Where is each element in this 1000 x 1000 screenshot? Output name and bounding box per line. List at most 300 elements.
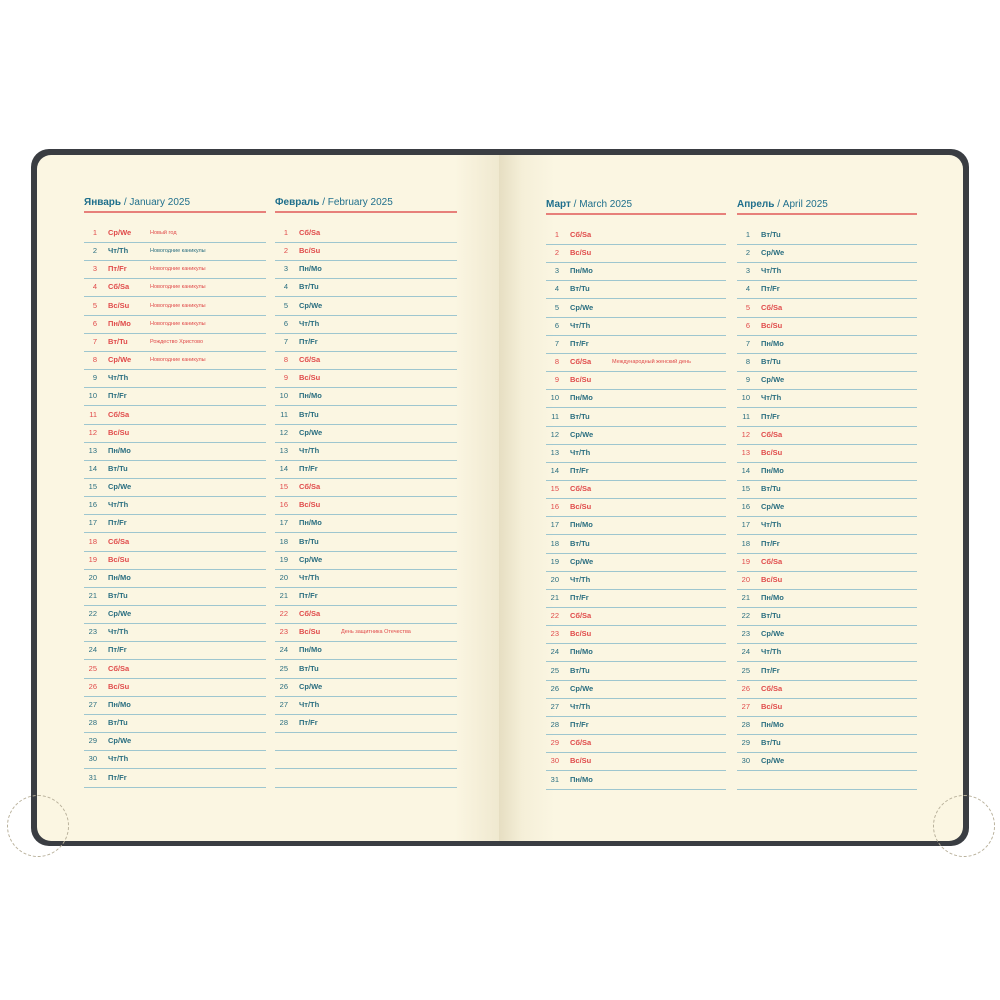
weekday-label: Сб/Sa (761, 556, 783, 566)
weekday-label: Сб/Sa (108, 282, 130, 292)
day-row (84, 533, 266, 552)
day-number: 25 (741, 665, 750, 675)
weekday-label: Ср/We (299, 554, 323, 564)
day-row (84, 315, 266, 334)
day-row (275, 732, 457, 751)
day-row (84, 678, 266, 697)
holiday-label: Новогодние каникулы (150, 302, 206, 309)
day-row (737, 299, 917, 318)
day-row (84, 496, 266, 515)
weekday-label: Пт/Fr (761, 538, 780, 548)
weekday-label: Чт/Th (761, 520, 782, 530)
day-number: 17 (550, 520, 559, 530)
day-number: 8 (745, 357, 750, 367)
day-number: 23 (550, 629, 559, 639)
day-row (546, 462, 726, 481)
day-number: 16 (279, 500, 288, 510)
day-row (275, 750, 457, 769)
weekday-label: Пн/Mo (761, 465, 784, 475)
month-separator: / (570, 199, 580, 210)
day-number: 1 (92, 228, 97, 237)
day-row (737, 589, 917, 608)
weekday-label: Ср/We (299, 300, 323, 310)
weekday-label: Ср/We (570, 556, 594, 566)
day-row (275, 297, 457, 316)
day-row (737, 371, 917, 390)
day-number: 28 (279, 718, 288, 728)
day-row (737, 571, 917, 590)
day-row (737, 444, 917, 463)
day-row (275, 496, 457, 515)
corner-ornament-left (7, 795, 69, 857)
weekday-label: Пт/Fr (108, 518, 127, 528)
weekday-label: Ср/We (761, 502, 785, 512)
weekday-label: Вс/Su (761, 701, 783, 711)
weekday-label: Чт/Th (299, 572, 320, 582)
day-number: 1 (745, 230, 750, 239)
day-number: 18 (741, 538, 750, 548)
weekday-label: Пт/Fr (299, 463, 318, 473)
day-row (84, 406, 266, 425)
weekday-label: Пт/Fr (299, 718, 318, 728)
weekday-label: Вс/Su (108, 427, 130, 437)
day-row (275, 587, 457, 606)
day-row (275, 224, 457, 243)
day-number: 8 (92, 355, 97, 365)
holiday-label: Новогодние каникулы (150, 248, 206, 255)
day-number: 24 (88, 645, 97, 655)
day-row (737, 226, 917, 245)
weekday-label: Ср/We (761, 375, 785, 385)
weekday-label: Вс/Su (570, 375, 592, 385)
day-number: 3 (283, 264, 288, 274)
day-number: 25 (88, 663, 97, 673)
day-number: 26 (279, 681, 288, 691)
weekday-label: Чт/Th (299, 445, 320, 455)
day-row (546, 698, 726, 717)
day-number: 18 (550, 538, 559, 548)
day-number: 26 (550, 683, 559, 693)
day-number: 28 (88, 718, 97, 728)
weekday-label: Ср/We (570, 302, 594, 312)
weekday-label: Пт/Fr (570, 720, 589, 730)
day-number: 27 (279, 699, 288, 709)
weekday-label: Пн/Mo (299, 645, 322, 655)
day-number: 27 (550, 701, 559, 711)
day-row (546, 516, 726, 535)
day-number: 2 (92, 246, 97, 256)
month-name-ru: Март (546, 199, 571, 210)
day-row (546, 226, 726, 245)
day-number: 10 (88, 391, 97, 401)
weekday-label: Вт/Tu (108, 718, 128, 728)
day-row (275, 514, 457, 533)
day-row (737, 607, 917, 626)
day-row (546, 371, 726, 390)
day-number: 3 (745, 266, 750, 276)
weekday-label: Пн/Mo (108, 699, 131, 709)
day-row (546, 426, 726, 445)
day-row (275, 623, 457, 642)
day-number: 14 (279, 463, 288, 473)
day-row (275, 387, 457, 406)
day-number: 27 (88, 699, 97, 709)
day-row (84, 514, 266, 533)
weekday-label: Вт/Tu (570, 284, 590, 294)
day-row (546, 662, 726, 681)
month-name-en: February 2025 (327, 197, 393, 208)
weekday-label: Вт/Tu (299, 536, 319, 546)
weekday-label: Сб/Sa (570, 738, 592, 748)
weekday-label: Пт/Fr (108, 772, 127, 782)
day-row (84, 442, 266, 461)
day-row (546, 625, 726, 644)
day-row (546, 734, 726, 753)
day-row (737, 516, 917, 535)
weekday-label: Сб/Sa (570, 357, 592, 367)
day-row (275, 315, 457, 334)
weekday-label: Вс/Su (299, 246, 321, 256)
day-number: 26 (88, 681, 97, 691)
day-row (737, 262, 917, 281)
day-number: 21 (741, 593, 750, 602)
day-row (546, 317, 726, 336)
weekday-label: Пн/Mo (761, 720, 784, 730)
day-row (546, 408, 726, 427)
weekday-label: Сб/Sa (761, 302, 783, 312)
day-row (737, 553, 917, 572)
day-number: 14 (88, 463, 97, 473)
day-row (546, 752, 726, 771)
day-number: 10 (279, 391, 288, 401)
day-row (84, 351, 266, 370)
weekday-label: Вс/Su (570, 629, 592, 639)
day-row (84, 750, 266, 769)
day-number: 2 (745, 248, 750, 258)
weekday-label: Пн/Mo (108, 572, 131, 582)
day-row (84, 369, 266, 388)
month-separator: / (121, 197, 130, 208)
day-number: 1 (554, 230, 559, 239)
day-row (737, 643, 917, 662)
day-number: 24 (279, 645, 288, 655)
day-row (546, 771, 726, 790)
day-row (546, 262, 726, 281)
day-row (275, 660, 457, 679)
weekday-label: Сб/Sa (108, 536, 130, 546)
day-row (275, 369, 457, 388)
day-number: 10 (550, 393, 559, 403)
day-row (737, 280, 917, 299)
day-row (84, 769, 266, 788)
day-row (84, 224, 266, 243)
day-number: 27 (741, 701, 750, 711)
weekday-label: Сб/Sa (299, 228, 321, 237)
day-number: 8 (283, 355, 288, 365)
day-row (737, 698, 917, 717)
weekday-label: Сб/Sa (570, 611, 592, 621)
weekday-label: Пт/Fr (570, 465, 589, 475)
day-number: 21 (550, 593, 559, 602)
day-number: 8 (554, 357, 559, 367)
day-number: 22 (88, 609, 97, 619)
day-row (84, 260, 266, 279)
day-number: 20 (279, 572, 288, 582)
day-number: 22 (741, 611, 750, 621)
day-number: 5 (554, 302, 559, 312)
day-row (275, 678, 457, 697)
day-number: 7 (92, 336, 97, 346)
weekday-label: Вт/Tu (299, 663, 319, 673)
day-number: 2 (554, 248, 559, 258)
day-number: 21 (88, 591, 97, 600)
day-row (737, 498, 917, 517)
day-row (737, 535, 917, 554)
day-number: 11 (551, 411, 559, 421)
day-number: 28 (550, 720, 559, 730)
day-row (737, 426, 917, 445)
day-row (737, 662, 917, 681)
day-number: 25 (279, 663, 288, 673)
day-number: 29 (550, 738, 559, 748)
day-row (737, 408, 917, 427)
day-number: 5 (92, 300, 97, 310)
day-number: 6 (283, 318, 288, 328)
day-number: 11 (742, 411, 750, 421)
weekday-label: Чт/Th (570, 320, 591, 330)
weekday-label: Вс/Su (108, 554, 130, 564)
day-number: 9 (745, 375, 750, 385)
day-number: 9 (554, 375, 559, 385)
day-number: 9 (92, 373, 97, 383)
day-row (84, 387, 266, 406)
day-row (546, 353, 726, 372)
weekday-label: Сб/Sa (299, 609, 321, 619)
day-row (84, 714, 266, 733)
day-row (546, 444, 726, 463)
day-row (546, 280, 726, 299)
day-number: 22 (550, 611, 559, 621)
day-number: 17 (88, 518, 97, 528)
weekday-label: Пн/Mo (570, 266, 593, 276)
day-row (275, 478, 457, 497)
day-number: 29 (88, 736, 97, 746)
day-number: 6 (92, 318, 97, 328)
day-number: 3 (554, 266, 559, 276)
weekday-label: Пт/Fr (299, 591, 318, 600)
day-number: 4 (283, 282, 288, 292)
day-row (275, 769, 457, 788)
weekday-label: Чт/Th (108, 246, 129, 256)
day-number: 15 (550, 484, 559, 494)
day-row (546, 643, 726, 662)
day-row (546, 335, 726, 354)
weekday-label: Вс/Su (761, 447, 783, 457)
day-number: 13 (550, 447, 559, 457)
weekday-label: Пт/Fr (570, 338, 589, 348)
day-number: 25 (550, 665, 559, 675)
day-row (546, 716, 726, 735)
weekday-label: Ср/We (299, 427, 323, 437)
weekday-label: Вс/Su (108, 300, 130, 310)
day-row (84, 424, 266, 443)
weekday-label: Ср/We (108, 482, 132, 492)
day-row (84, 478, 266, 497)
day-row (737, 480, 917, 499)
day-number: 19 (88, 554, 97, 564)
day-row (546, 498, 726, 517)
day-number: 30 (741, 756, 750, 766)
weekday-label: Вт/Tu (761, 611, 781, 621)
day-number: 23 (279, 627, 288, 637)
day-row (84, 587, 266, 606)
day-row (84, 641, 266, 660)
month-column-march (546, 198, 726, 818)
weekday-label: Ср/We (108, 355, 132, 365)
day-number: 13 (741, 447, 750, 457)
month-separator: / (319, 197, 328, 208)
day-row (84, 569, 266, 588)
day-row (84, 732, 266, 751)
month-header (275, 196, 457, 213)
day-number: 11 (89, 409, 97, 419)
weekday-label: Чт/Th (761, 647, 782, 657)
weekday-label: Сб/Sa (108, 663, 130, 673)
day-number: 4 (554, 284, 559, 294)
day-number: 20 (88, 572, 97, 582)
month-header (737, 198, 917, 215)
weekday-label: Вт/Tu (108, 463, 128, 473)
day-number: 20 (550, 574, 559, 584)
day-number: 23 (741, 629, 750, 639)
day-row (737, 353, 917, 372)
day-row (84, 297, 266, 316)
day-number: 14 (550, 465, 559, 475)
day-number: 6 (554, 320, 559, 330)
weekday-label: Пт/Fr (108, 645, 127, 655)
day-number: 10 (741, 393, 750, 403)
day-number: 16 (741, 502, 750, 512)
day-number: 19 (550, 556, 559, 566)
month-column-january (84, 196, 266, 816)
weekday-label: Пн/Mo (570, 774, 593, 784)
day-number: 15 (741, 484, 750, 494)
day-row (275, 406, 457, 425)
weekday-label: Сб/Sa (108, 409, 130, 419)
holiday-label: Международный женский день (612, 359, 691, 366)
weekday-label: Ср/We (570, 683, 594, 693)
day-number: 9 (283, 373, 288, 383)
day-number: 13 (88, 445, 97, 455)
day-number: 15 (279, 482, 288, 492)
day-number: 30 (88, 754, 97, 764)
day-row (84, 333, 266, 352)
day-number: 18 (88, 536, 97, 546)
day-row (737, 771, 917, 790)
month-name-ru: Февраль (275, 197, 320, 208)
day-row (546, 571, 726, 590)
weekday-label: Вс/Su (761, 320, 783, 330)
day-number: 6 (745, 320, 750, 330)
day-row (84, 605, 266, 624)
weekday-label: Ср/We (108, 609, 132, 619)
weekday-label: Пн/Mo (299, 391, 322, 401)
day-row (275, 260, 457, 279)
weekday-label: Сб/Sa (299, 482, 321, 492)
month-name-ru: Апрель (737, 199, 775, 210)
weekday-label: Пт/Fr (108, 264, 127, 274)
holiday-label: День защитника Отечества (341, 629, 411, 636)
day-number: 18 (279, 536, 288, 546)
day-number: 7 (554, 338, 559, 348)
day-row (84, 242, 266, 261)
day-row (546, 299, 726, 318)
weekday-label: Сб/Sa (761, 683, 783, 693)
day-row (275, 641, 457, 660)
day-number: 17 (741, 520, 750, 530)
weekday-label: Чт/Th (761, 266, 782, 276)
day-number: 23 (88, 627, 97, 637)
weekday-label: Вс/Su (299, 500, 321, 510)
holiday-label: Новогодние каникулы (150, 320, 206, 327)
day-number: 28 (741, 720, 750, 730)
weekday-label: Пт/Fr (108, 391, 127, 401)
weekday-label: Пн/Mo (108, 445, 131, 455)
day-row (275, 533, 457, 552)
weekday-label: Вт/Tu (570, 411, 590, 421)
weekday-label: Чт/Th (108, 754, 129, 764)
weekday-label: Чт/Th (570, 447, 591, 457)
holiday-label: Новый год (150, 230, 177, 236)
day-number: 14 (741, 465, 750, 475)
weekday-label: Пн/Mo (108, 318, 131, 328)
holiday-label: Новогодние каникулы (150, 357, 206, 364)
day-row (546, 535, 726, 554)
holiday-label: Новогодние каникулы (150, 266, 206, 273)
day-row (546, 589, 726, 608)
weekday-label: Вт/Tu (761, 484, 781, 494)
day-number: 5 (745, 302, 750, 312)
day-row (84, 623, 266, 642)
weekday-label: Вт/Tu (570, 665, 590, 675)
month-header (84, 196, 266, 213)
weekday-label: Вс/Su (299, 373, 321, 383)
weekday-label: Пн/Mo (761, 593, 784, 602)
day-number: 12 (550, 429, 559, 439)
day-row (275, 333, 457, 352)
weekday-label: Вт/Tu (108, 336, 128, 346)
day-row (275, 569, 457, 588)
day-number: 26 (741, 683, 750, 693)
day-number: 13 (279, 445, 288, 455)
day-row (275, 424, 457, 443)
weekday-label: Пт/Fr (299, 336, 318, 346)
day-number: 1 (283, 228, 288, 237)
day-number: 2 (283, 246, 288, 256)
month-name-en: January 2025 (129, 197, 191, 208)
weekday-label: Сб/Sa (299, 355, 321, 365)
weekday-label: Чт/Th (108, 373, 129, 383)
weekday-label: Вт/Tu (108, 591, 128, 600)
weekday-label: Чт/Th (108, 627, 129, 637)
day-row (737, 734, 917, 753)
weekday-label: Вс/Su (761, 574, 783, 584)
weekday-label: Пн/Mo (570, 647, 593, 657)
weekday-label: Пн/Mo (570, 520, 593, 530)
day-number: 17 (279, 518, 288, 528)
weekday-label: Вт/Tu (570, 538, 590, 548)
day-row (546, 680, 726, 699)
